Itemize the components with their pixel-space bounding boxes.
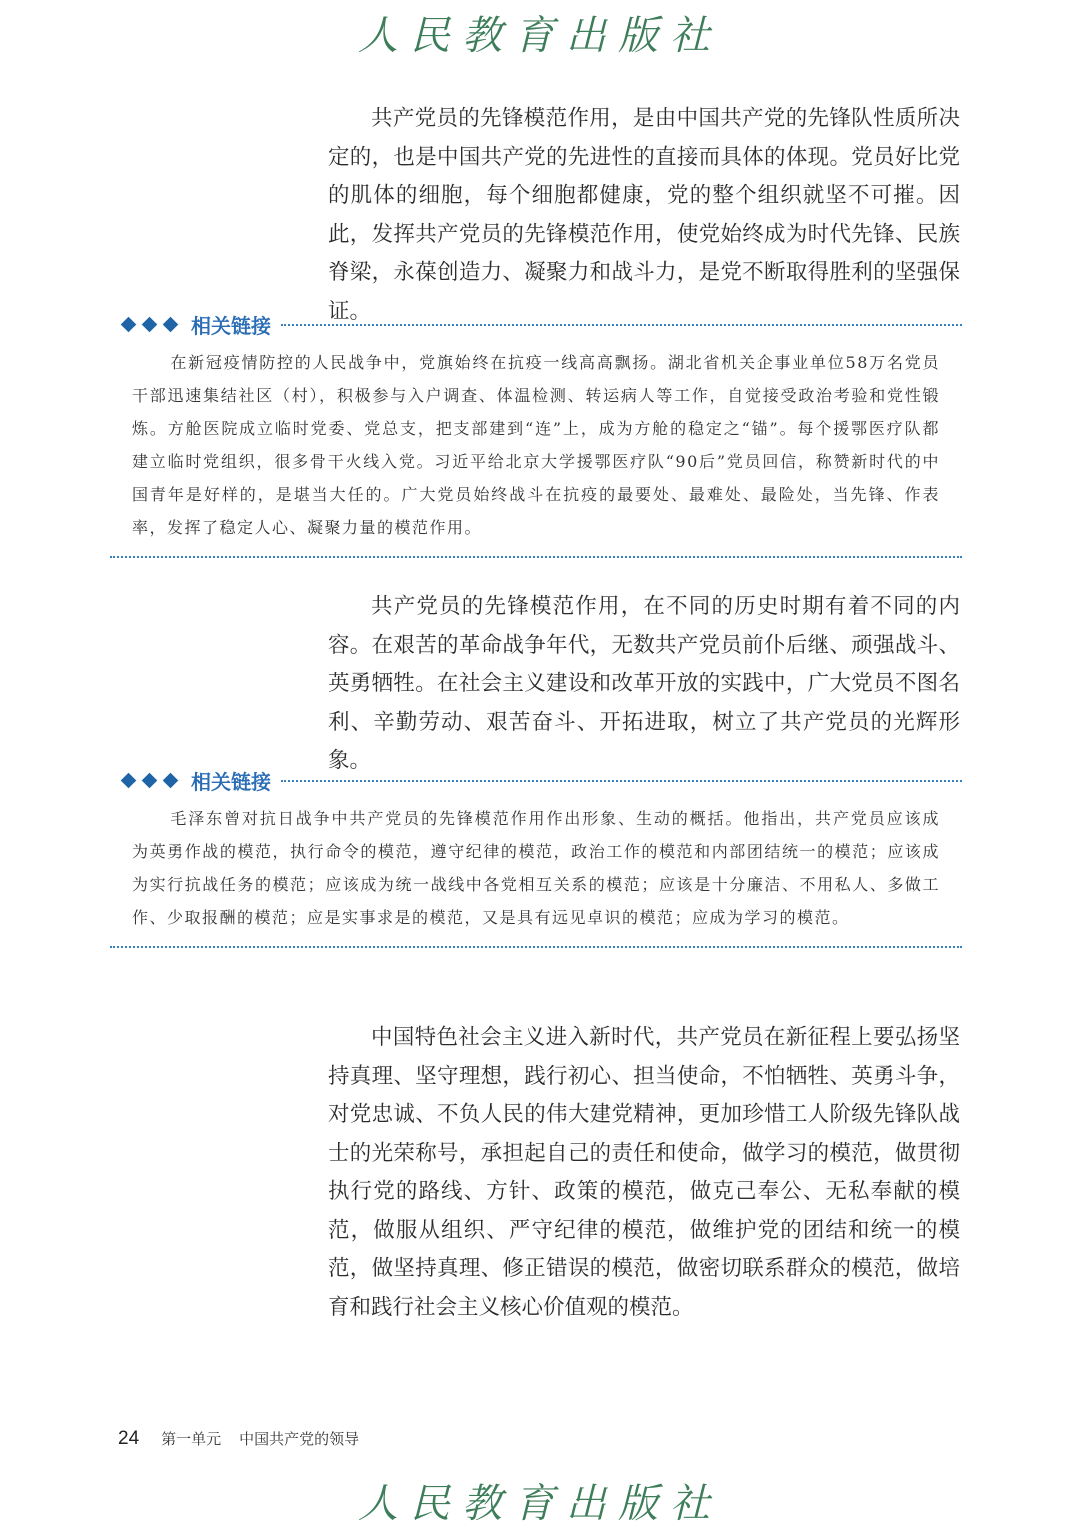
body-paragraph-2: 共产党员的先锋模范作用，在不同的历史时期有着不同的内容。在艰苦的革命战争年代，无数共产党员前仆后继、顽强战斗、英勇牺牲。在社会主义建设和改革开放的实践中，广大党员不图名利、辛勤劳动、艰苦奋斗、开拓进取，树立了共产党员的光辉形象。 [328,594,960,773]
dotted-divider [110,946,962,948]
chapter-title: 中国共产党的领导 [239,1430,360,1448]
diamond-icon [163,316,179,332]
diamond-icon [142,772,158,788]
diamond-icon [163,772,179,788]
diamond-icon [142,316,158,332]
dotted-divider [110,556,962,558]
related-link-title: 相关链接 [191,313,271,338]
related-link-header [110,762,962,798]
diamond-icon [121,316,137,332]
related-link-title: 相关链接 [191,769,271,794]
related-link-text: 在新冠疫情防控的人民战争中，党旗始终在抗疫一线高高飘扬。湖北省机关企事业单位58万名党员干部迅速集结社区（村），积极参与入户调查、体温检测、转运病人等工作，自觉接受政治考验和党性锻炼。方舱医院成立临时党委、党总支，把支部建到“连”上，成为方舱的稳定之“锚”。每个援鄂医疗队都建立临时党组织，很多骨干火线入党。习近平给北京大学援鄂医疗队“90后”党员回信，称赞新时代的中国青年是好样的，是堪当大任的。广大党员始终战斗在抗疫的最要处、最难处、最险处，当先锋、作表率，发挥了稳定人心、凝聚力量的模范作用。 [132,353,940,537]
publisher-logo-top: 人民教育出版社 [358,13,722,59]
body-paragraph-3: 中国特色社会主义进入新时代，共产党员在新征程上要弘扬坚持真理、坚守理想，践行初心、担当使命，不怕牺牲、英勇斗争，对党忠诚、不负人民的伟大建党精神，更加珍惜工人阶级先锋队战士的光荣称号，承担起自己的责任和使命，做学习的模范，做贯彻执行党的路线、方针、政策的模范，做克己奉公、无私奉献的模范，做服从组织、严守纪律的模范，做维护党的团结和统一的模范，做坚持真理、修正错误的模范，做密切联系群众的模范，做培育和践行社会主义核心价值观的模范。 [328,1025,960,1320]
publisher-logo-bottom: 人民教育出版社 [358,1481,722,1527]
dotted-divider [281,780,962,782]
related-link-box-1 [110,306,962,558]
related-link-header [110,306,962,342]
related-link-box-2 [110,762,962,948]
unit-label: 第一单元 [161,1430,222,1448]
related-link-text: 毛泽东曾对抗日战争中共产党员的先锋模范作用作出形象、生动的概括。他指出，共产党员应该成为英勇作战的模范，执行命令的模范，遵守纪律的模范，政治工作的模范和内部团结统一的模范；应该成为实行抗战任务的模范；应该成为统一战线中各党相互关系的模范；应该是十分廉洁、不用私人、多做工作、少取报酬的模范；应是实事求是的模范，又是具有远见卓识的模范；应成为学习的模范。 [132,809,940,927]
diamond-icon [121,772,137,788]
diamond-bullets-icon [120,775,179,786]
diamond-bullets-icon [120,319,179,330]
body-paragraph-1: 共产党员的先锋模范作用，是由中国共产党的先锋队性质所决定的，也是中国共产党的先进性的直接而具体的体现。党员好比党的肌体的细胞，每个细胞都健康，党的整个组织就坚不可摧。因此，发挥共产党员的先锋模范作用，使党始终成为时代先锋、民族脊梁，永葆创造力、凝聚力和战斗力，是党不断取得胜利的坚强保证。 [328,106,960,324]
dotted-divider [281,324,962,326]
page-footer [118,1428,359,1450]
page-number: 24 [118,1428,140,1449]
